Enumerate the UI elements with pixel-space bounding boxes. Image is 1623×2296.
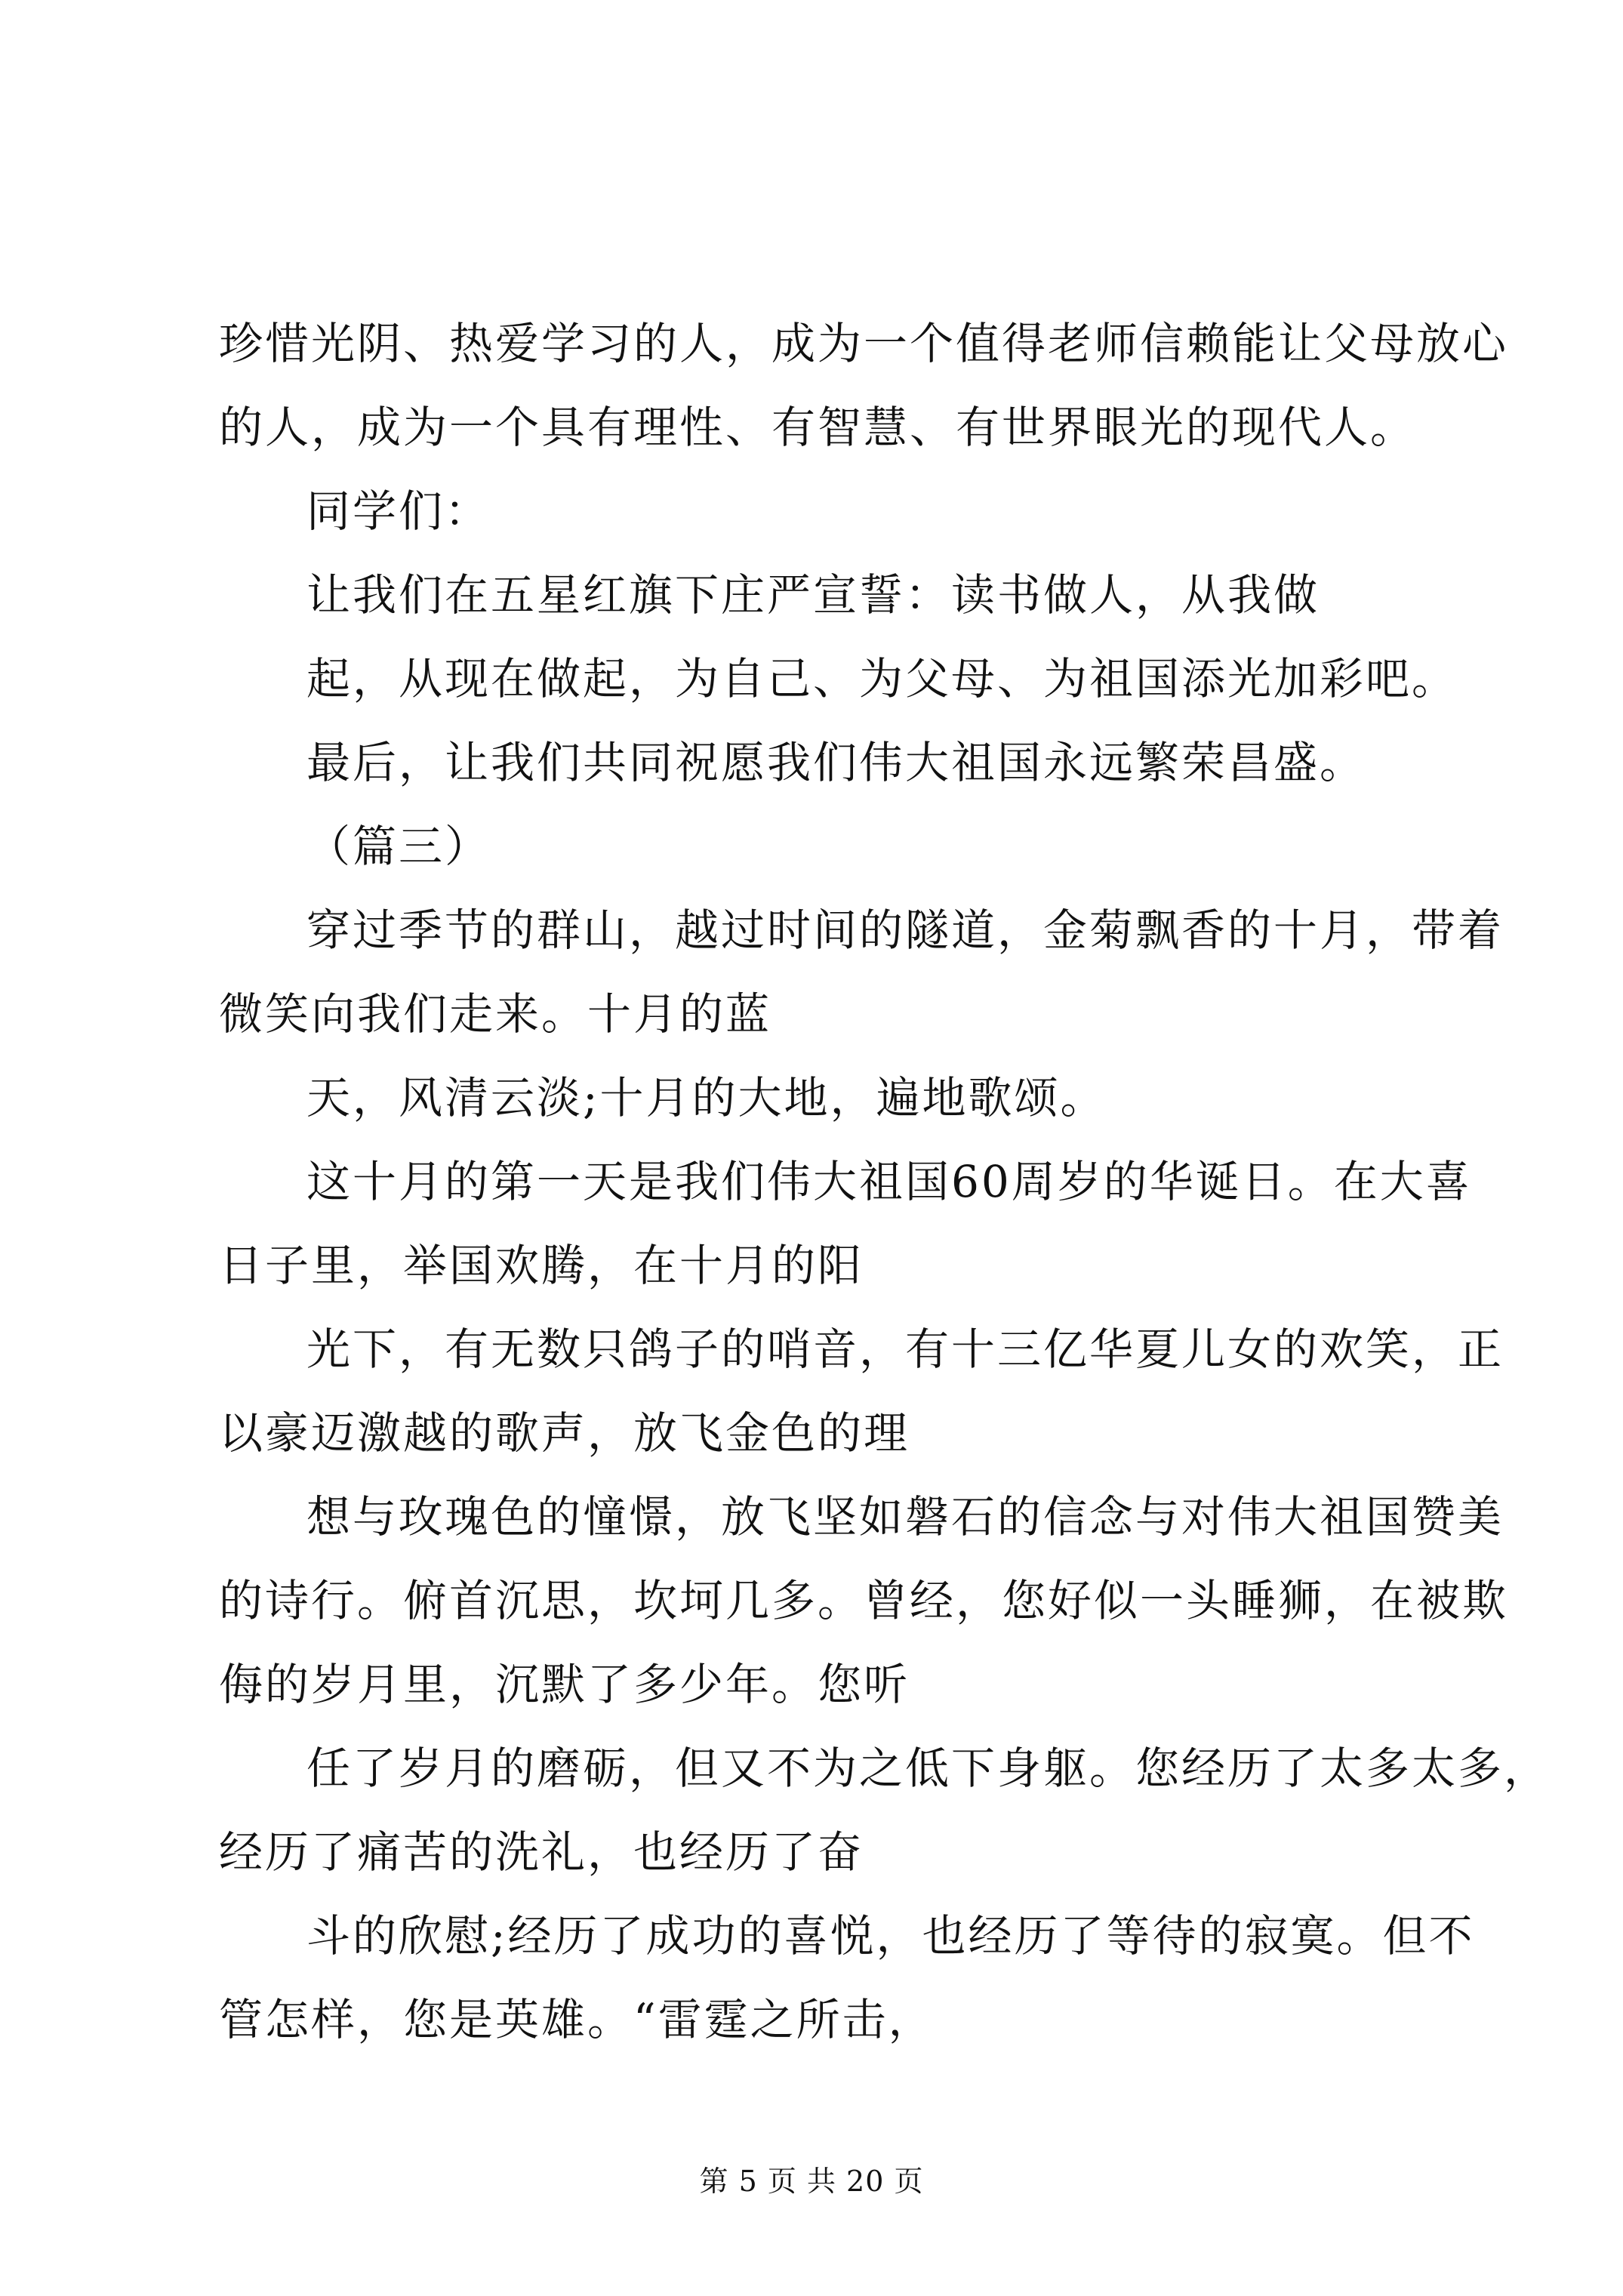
text-line: 管怎样，您是英雄。“雷霆之所击， [219, 1994, 935, 2045]
text-line: 经历了痛苦的洗礼，也经历了奋 [219, 1826, 864, 1878]
text-line: 光下，有无数只鸽子的哨音，有十三亿华夏儿女的欢笑，正 [306, 1324, 1504, 1375]
text-line: 日子里，举国欢腾，在十月的阳 [219, 1240, 864, 1291]
text-line: 的人，成为一个具有理性、有智慧、有世界眼光的现代人。 [219, 402, 1417, 453]
section-heading: （篇三） [306, 821, 491, 872]
text-line: 侮的岁月里，沉默了多少年。您听 [219, 1659, 910, 1710]
text-line: 穿过季节的群山，越过时间的隧道，金菊飘香的十月，带着 [306, 905, 1504, 956]
text-line: 斗的欣慰;经历了成功的喜悦，也经历了等待的寂寞。但不 [306, 1910, 1475, 1962]
text-line: 让我们在五星红旗下庄严宣誓：读书做人，从我做 [306, 569, 1320, 621]
text-line: 微笑向我们走来。十月的蓝 [219, 988, 772, 1040]
text-line: 以豪迈激越的歌声，放飞金色的理 [219, 1407, 910, 1459]
text-line: 想与玫瑰色的憧憬，放飞坚如磐石的信念与对伟大祖国赞美 [306, 1491, 1504, 1542]
text-line: 这十月的第一天是我们伟大祖国60周岁的华诞日。在大喜 [306, 1156, 1472, 1207]
text-line: 的诗行。俯首沉思，坎坷几多。曾经，您好似一头睡狮，在被欺 [219, 1575, 1509, 1626]
text-line: 最后，让我们共同祝愿我们伟大祖国永远繁荣昌盛。 [306, 737, 1366, 788]
body-text [219, 302, 1551, 2062]
page-number-footer: 第 5 页 共 20 页 [699, 2165, 924, 2198]
text-line: 同学们： [306, 485, 491, 537]
text-line: 起，从现在做起，为自己、为父母、为祖国添光加彩吧。 [306, 653, 1458, 704]
text-line: 任了岁月的磨砺，但又不为之低下身躯。您经历了太多太多， [306, 1743, 1551, 1794]
text-line: 天，风清云淡;十月的大地，遍地歌颂。 [306, 1072, 1107, 1123]
text-line: 珍惜光阴、热爱学习的人，成为一个值得老师信赖能让父母放心 [219, 318, 1509, 369]
